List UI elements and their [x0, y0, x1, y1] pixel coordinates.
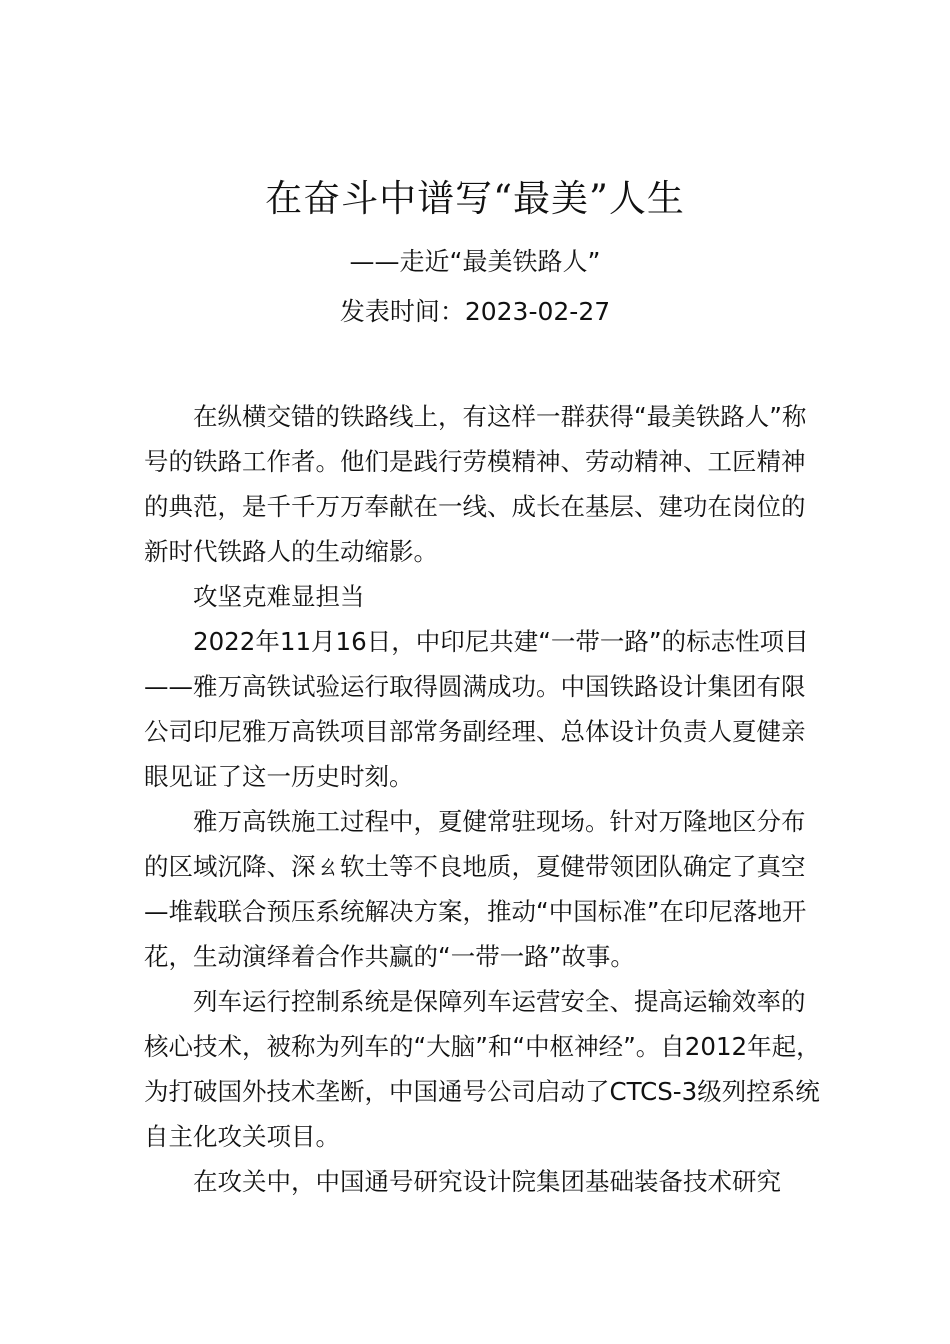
section-heading: 攻坚克难显担当 [193, 582, 365, 611]
paragraph: 2022年11月16日，中印尼共建“一带一路”的标志性项目——雅万高铁试验运行取得圆满成功。中国铁路设计集团有限公司印尼雅万高铁项目部常务副经理、总体设计负责人夏健亲眼见证了这一历史时刻。 [144, 627, 809, 791]
paragraph: 在攻关中，中国通号研究设计院集团基础装备技术研究 [193, 1167, 781, 1196]
paragraph: 雅万高铁施工过程中，夏健常驻现场。针对万隆地区分布的区域沉降、深ㄠ软土等不良地质，夏健带领团队确定了真空—堆载联合预压系统解决方案，推动“中国标准”在印尼落地开花，生动演绎着合作共赢的“一带一路”故事。 [144, 807, 807, 971]
paragraph-intro: 在纵横交错的铁路线上，有这样一群获得“最美铁路人”称号的铁路工作者。他们是践行劳模精神、劳动精神、工匠精神的典范，是千千万万奉献在一线、成长在基层、建功在岗位的新时代铁路人的生动缩影。 [144, 402, 807, 566]
article-body [144, 394, 824, 1204]
article-subtitle: ——走近“最美铁路人” [349, 247, 601, 276]
paragraph: 列车运行控制系统是保障列车运营安全、提高运输效率的核心技术，被称为列车的“大脑”和“中枢神经”。自2012年起，为打破国外技术垄断，中国通号公司启动了CTCS-3级列控系统自主化攻关项目。 [144, 987, 821, 1151]
article-title: 在奋斗中谱写“最美”人生 [265, 177, 685, 220]
publish-date: 发表时间：2023-02-27 [339, 297, 611, 326]
